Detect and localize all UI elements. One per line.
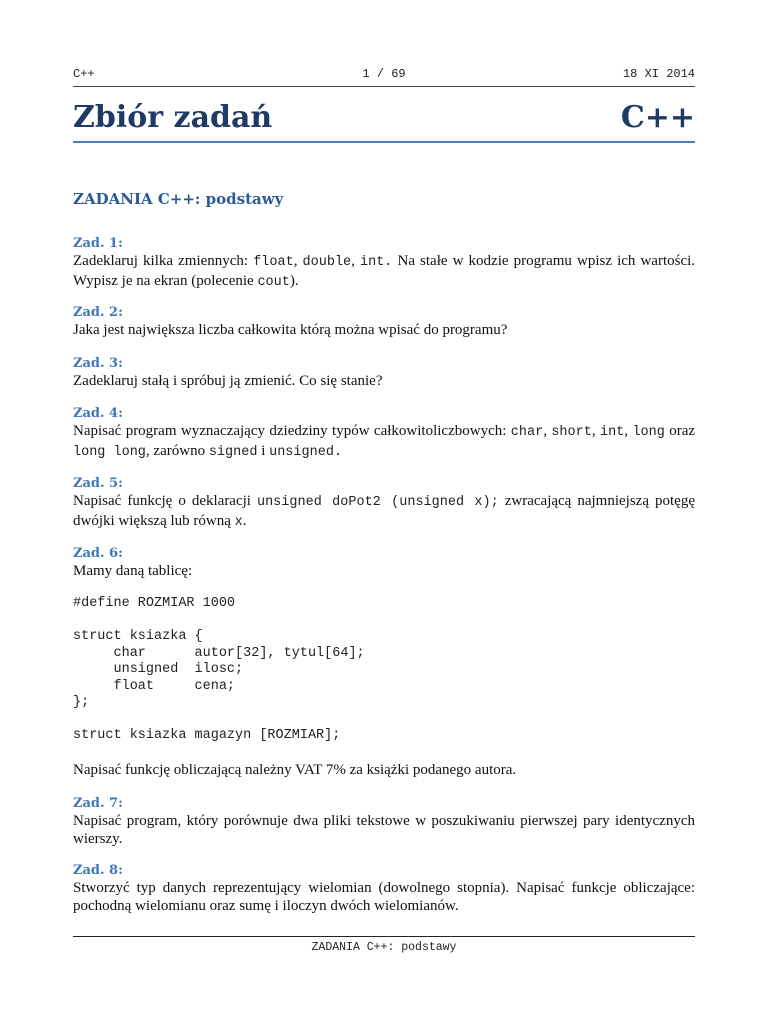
inline-code: int	[599, 425, 625, 440]
task-label: Zad. 3:	[73, 356, 123, 371]
text-run: i	[257, 443, 270, 459]
task-label: Zad. 7:	[73, 796, 123, 811]
task-label: Zad. 2:	[73, 305, 123, 320]
text-run: Napisać funkcję o deklaracji	[73, 493, 257, 509]
task-2	[73, 305, 695, 339]
task-label: Zad. 8:	[73, 863, 123, 878]
page-title-language: C++	[620, 100, 695, 135]
task-3	[73, 356, 695, 390]
inline-code: long long	[73, 445, 146, 460]
inline-code: double	[302, 255, 352, 270]
task-text: Napisać funkcję obliczającą należny VAT 7% za książki podanego autora.	[73, 761, 517, 778]
text-run: ,	[591, 423, 600, 439]
task-7	[73, 796, 695, 848]
text-run: Zadeklaruj stałą i spróbuj ją zmienić. Co się stanie?	[73, 373, 383, 389]
inline-code: int.	[360, 255, 393, 270]
header-divider	[73, 86, 695, 87]
header-date: 18 XI 2014	[622, 67, 695, 81]
text-run: ,	[293, 253, 303, 269]
text-run: Stworzyć typ danych reprezentujący wielomian (dowolnego stopnia). Napisać funkcje obliczające: pochodną wielomianu oraz sumę i iloczyn dwóch wielomianów.	[73, 880, 695, 914]
text-run: , zarówno	[145, 443, 209, 459]
header-page-number: 1 / 69	[362, 67, 406, 81]
page-title: Zbiór zadań	[73, 100, 273, 135]
inline-code: float	[253, 255, 294, 270]
text-run: ,	[624, 423, 633, 439]
text-run: Napisać program, który porównuje dwa pliki tekstowe w poszukiwaniu pierwszej pary identycznych wierszy.	[73, 813, 695, 847]
task-1	[73, 236, 695, 292]
inline-code: short	[551, 425, 592, 440]
task-label: Zad. 5:	[73, 476, 123, 491]
page-header	[73, 67, 695, 83]
header-subject: C++	[73, 67, 95, 81]
task-text	[73, 372, 695, 390]
task-8	[73, 863, 695, 915]
task-4	[73, 406, 695, 462]
task-text	[73, 321, 695, 339]
section-heading: ZADANIA C++: podstawy	[73, 190, 284, 208]
inline-code: char	[510, 425, 544, 440]
inline-code: long	[632, 425, 665, 440]
inline-code: unsigned.	[269, 445, 343, 460]
text-run: ).	[289, 273, 299, 289]
title-divider	[73, 141, 695, 143]
task-label: Zad. 4:	[73, 406, 123, 421]
text-run: ,	[543, 423, 552, 439]
task-6	[73, 546, 695, 779]
task-text	[73, 422, 695, 462]
task-intro: Mamy daną tablicę:	[73, 563, 193, 579]
inline-code: unsigned doPot2 (unsigned x);	[256, 495, 499, 510]
task-5	[73, 476, 695, 532]
text-run: .	[242, 513, 247, 529]
footer-divider	[73, 936, 695, 937]
inline-code: cout	[257, 275, 290, 290]
text-run: ,	[351, 253, 360, 269]
inline-code: x	[234, 515, 243, 530]
task-label: Zad. 1:	[73, 236, 123, 251]
task-label: Zad. 6:	[73, 546, 123, 561]
task-text	[73, 492, 695, 532]
text-run: zwracającą najmniejszą potęgę dwójki większą lub równą	[73, 493, 695, 529]
page-footer: ZADANIA C++: podstawy	[311, 941, 457, 954]
document-page	[73, 0, 695, 1024]
text-run: Napisać program wyznaczający dziedziny typów całkowitoliczbowych:	[73, 423, 511, 439]
task-text	[73, 812, 695, 848]
task-text	[73, 252, 695, 292]
text-run: Zadeklaruj kilka zmiennych:	[73, 253, 254, 269]
text-run: Jaka jest największa liczba całkowita którą można wpisać do programu?	[73, 322, 508, 338]
title-row	[73, 100, 695, 140]
inline-code: signed	[208, 445, 258, 460]
task-text	[73, 879, 695, 915]
code-block: #define ROZMIAR 1000 struct ksiazka { char autor[32], tytul[64]; unsigned ilosc; float cena; }; struct ksiazka magazyn [ROZMIAR];	[73, 596, 365, 743]
text-run: Na stałe w kodzie programu wpisz ich wartości. Wypisz je na ekran (polecenie	[73, 253, 696, 289]
text-run: oraz	[664, 423, 696, 439]
